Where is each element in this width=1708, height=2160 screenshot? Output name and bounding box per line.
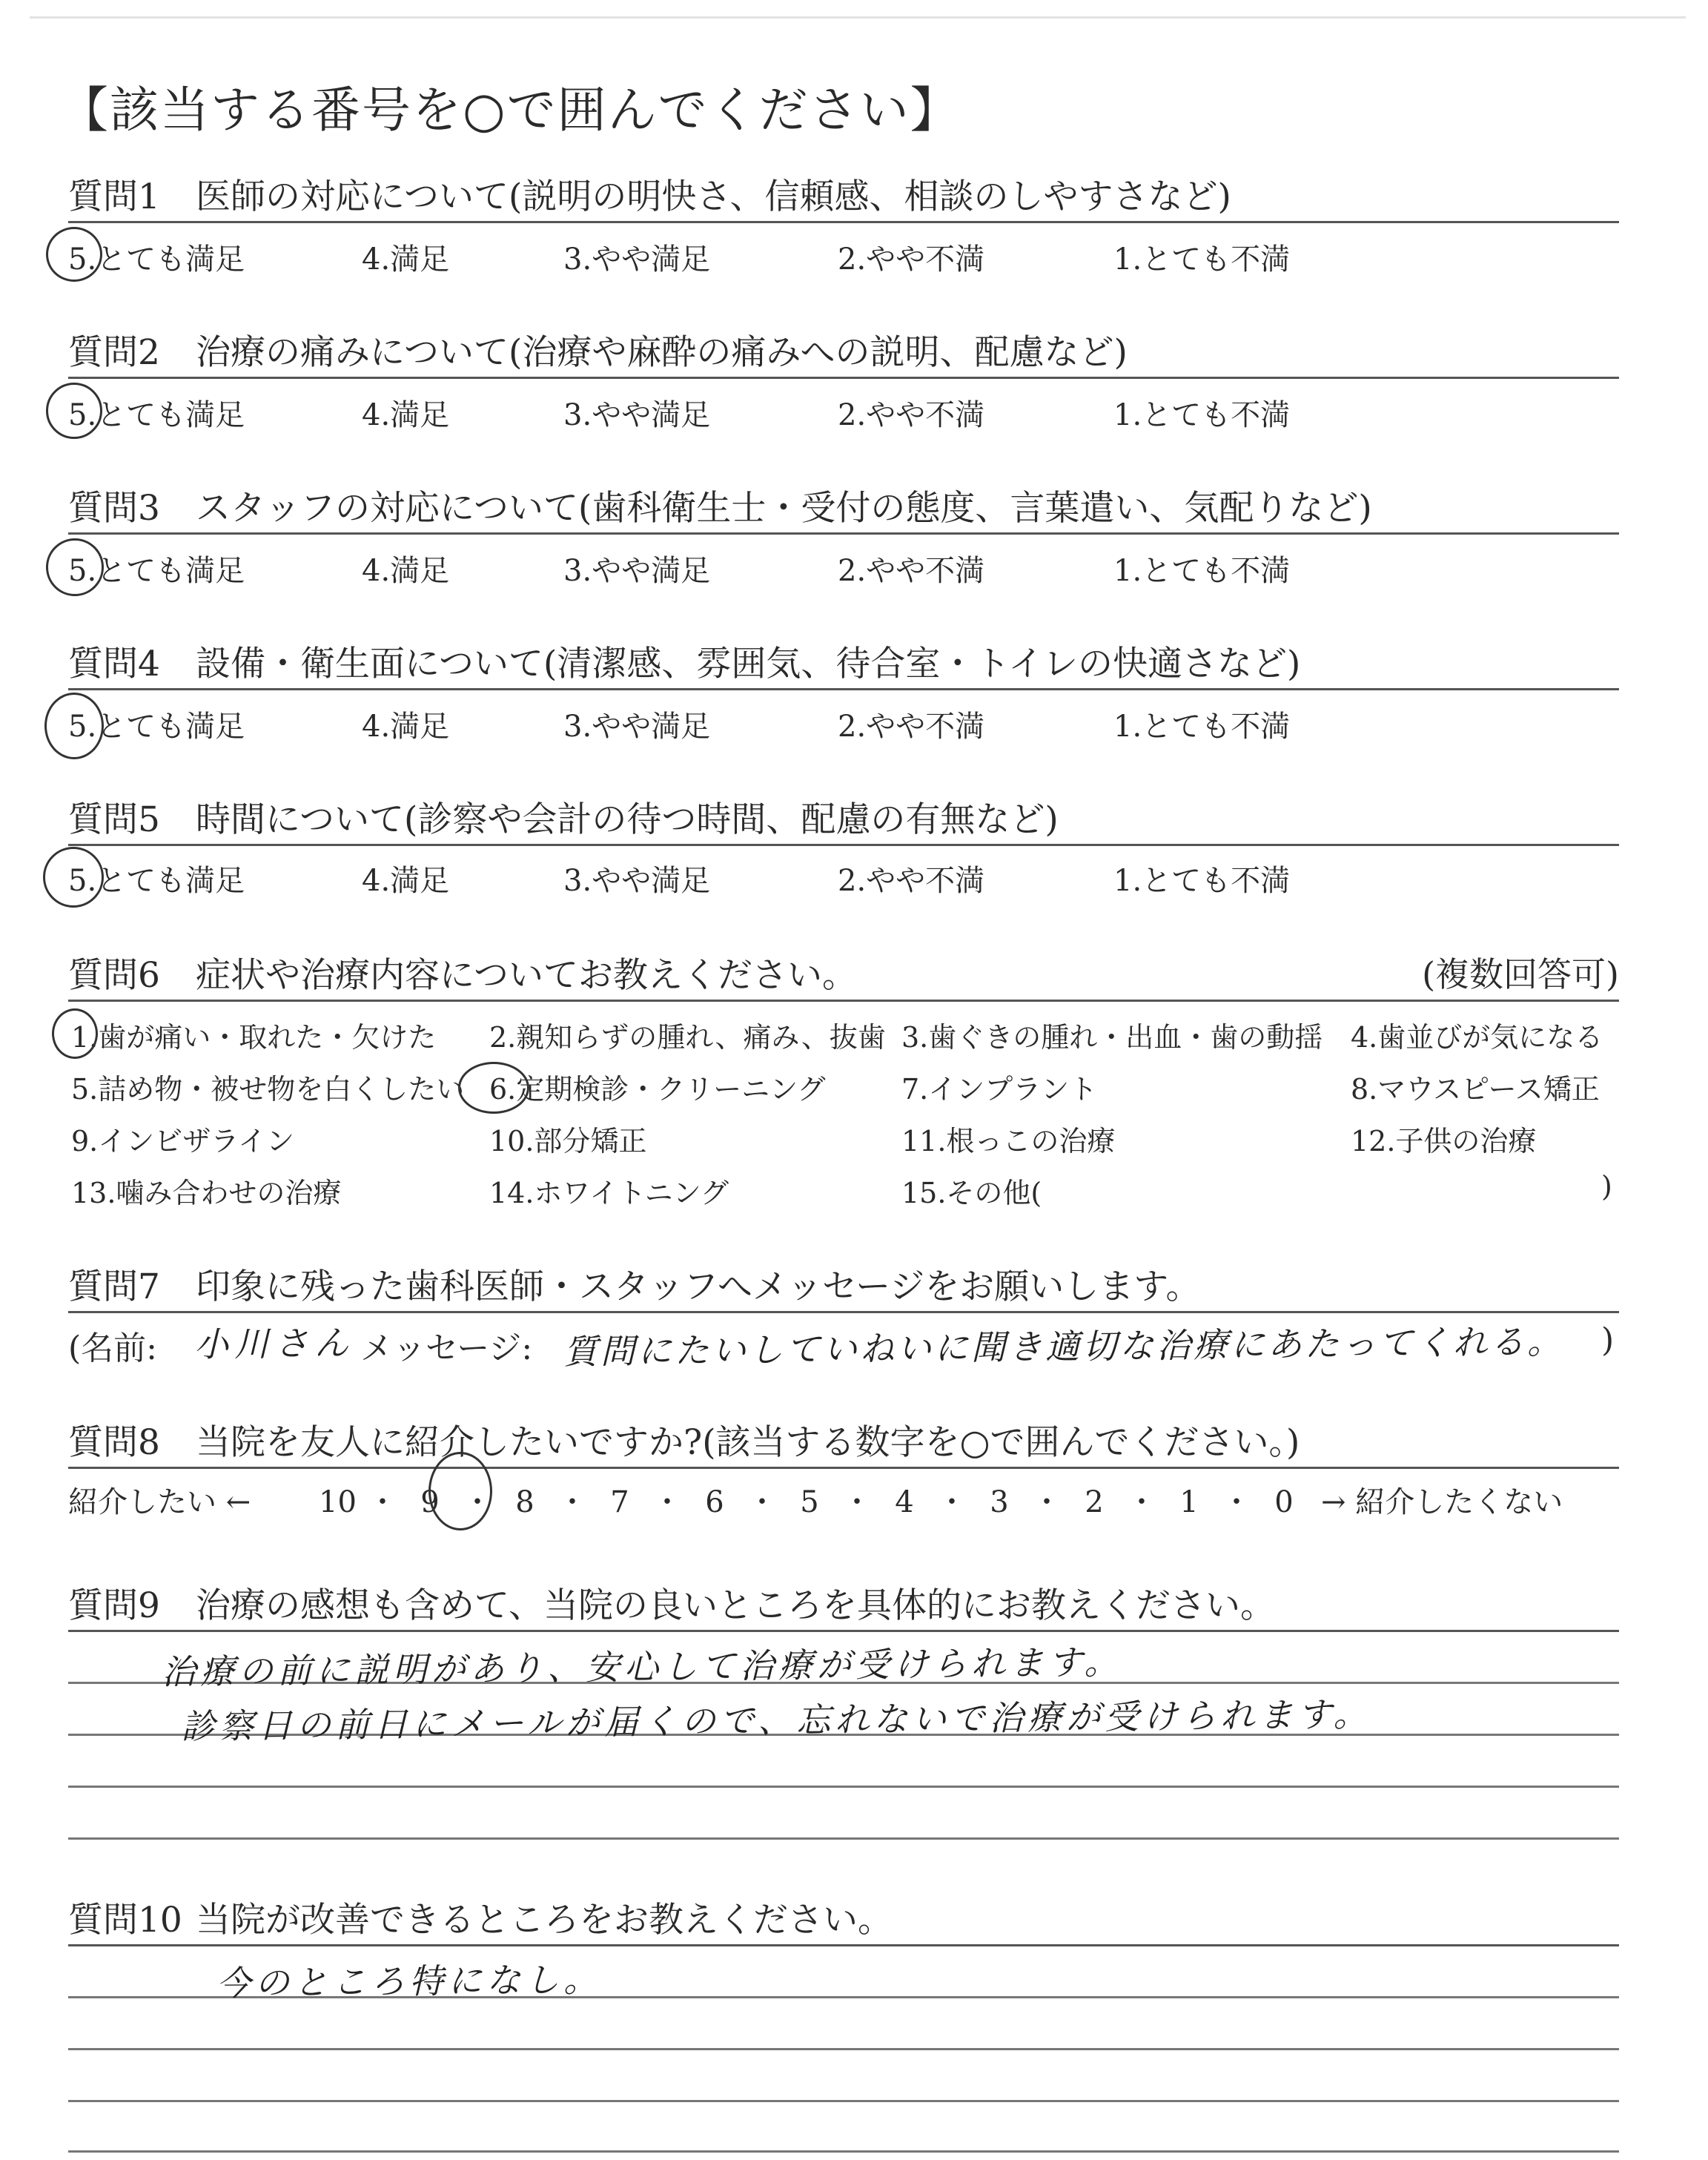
divider bbox=[68, 1467, 1619, 1469]
divider bbox=[68, 221, 1619, 223]
divider bbox=[68, 688, 1619, 690]
question-text: 治療の痛みについて(治療や麻酔の痛みへの説明、配慮など) bbox=[196, 332, 1128, 373]
symptom-option[interactable]: 5.詰め物・被せ物を白くしたい bbox=[71, 1073, 465, 1106]
option-1[interactable]: 1.とても不満 bbox=[1113, 242, 1291, 277]
divider bbox=[68, 1630, 1619, 1632]
scale-separator: ・ bbox=[747, 1485, 777, 1519]
other-close-paren: ) bbox=[1601, 1170, 1612, 1203]
form-instruction-header: 【該当する番号を○で囲んでください】 bbox=[59, 82, 961, 139]
option-4[interactable]: 4.満足 bbox=[362, 554, 450, 588]
divider bbox=[68, 1000, 1619, 1002]
name-handwritten[interactable]: 小川さん bbox=[193, 1322, 355, 1365]
message-handwritten[interactable]: 質問にたいしていねいに聞き適切な治療にあたってくれる。 bbox=[563, 1321, 1565, 1373]
symptom-option[interactable]: 14.ホワイトニング bbox=[489, 1177, 729, 1209]
scale-separator: ・ bbox=[463, 1485, 492, 1519]
answer-handwritten[interactable]: 治療の前に説明があり、安心して治療が受けられます。 bbox=[161, 1642, 1123, 1692]
scale-left-label: 紹介したい ← bbox=[68, 1485, 251, 1519]
option-2[interactable]: 2.やや不満 bbox=[838, 242, 985, 277]
symptom-option[interactable]: 8.マウスピース矯正 bbox=[1351, 1073, 1600, 1106]
question-number: 質問3 bbox=[68, 488, 160, 529]
option-2[interactable]: 2.やや不満 bbox=[838, 398, 985, 432]
question-text: 当院を友人に紹介したいですか?(該当する数字を○で囲んでください。) bbox=[196, 1422, 1300, 1463]
option-5[interactable]: 5.とても満足 bbox=[68, 864, 245, 898]
scale-separator: ・ bbox=[842, 1485, 872, 1519]
selection-circle bbox=[43, 847, 104, 908]
question-number: 質問8 bbox=[68, 1422, 160, 1463]
option-3[interactable]: 3.やや満足 bbox=[563, 710, 711, 744]
selection-circle bbox=[46, 227, 102, 282]
option-5[interactable]: 5.とても満足 bbox=[68, 398, 245, 432]
question-number: 質問2 bbox=[68, 332, 160, 373]
option-1[interactable]: 1.とても不満 bbox=[1113, 864, 1291, 898]
question-number: 質問9 bbox=[68, 1585, 160, 1626]
scale-1[interactable]: 1 bbox=[1179, 1485, 1199, 1519]
option-3[interactable]: 3.やや満足 bbox=[563, 554, 711, 588]
option-3[interactable]: 3.やや満足 bbox=[563, 242, 711, 277]
symptom-option[interactable]: 6.定期検診・クリーニング bbox=[489, 1073, 826, 1106]
divider bbox=[68, 844, 1619, 846]
symptom-option[interactable]: 2.親知らずの腫れ、痛み、抜歯 bbox=[489, 1021, 886, 1054]
scale-9[interactable]: 9 bbox=[420, 1485, 440, 1519]
question-number: 質問1 bbox=[68, 176, 160, 217]
option-2[interactable]: 2.やや不満 bbox=[838, 710, 985, 744]
selection-circle bbox=[52, 1008, 98, 1059]
divider bbox=[68, 1311, 1619, 1313]
symptom-option[interactable]: 4.歯並びが気になる bbox=[1351, 1021, 1603, 1054]
scale-separator: ・ bbox=[1127, 1485, 1156, 1519]
selection-circle bbox=[46, 383, 102, 439]
option-1[interactable]: 1.とても不満 bbox=[1113, 710, 1291, 744]
scale-separator: ・ bbox=[368, 1485, 397, 1519]
name-label: (名前: bbox=[68, 1330, 157, 1367]
scale-0[interactable]: 0 bbox=[1274, 1485, 1294, 1519]
selection-circle bbox=[458, 1062, 529, 1114]
scale-5[interactable]: 5 bbox=[800, 1485, 819, 1519]
scale-3[interactable]: 3 bbox=[990, 1485, 1009, 1519]
question-number: 質問7 bbox=[68, 1266, 160, 1307]
recommend-scale bbox=[68, 1479, 1563, 1521]
option-4[interactable]: 4.満足 bbox=[362, 242, 450, 277]
scan-top-edge bbox=[0, 0, 1708, 30]
option-3[interactable]: 3.やや満足 bbox=[563, 398, 711, 432]
symptom-option[interactable]: 3.歯ぐきの腫れ・出血・歯の動揺 bbox=[901, 1021, 1323, 1054]
scale-separator: ・ bbox=[1222, 1485, 1251, 1519]
scale-separator: ・ bbox=[652, 1485, 682, 1519]
scale-10[interactable]: 10 bbox=[319, 1485, 357, 1519]
divider bbox=[68, 1944, 1619, 1946]
symptom-option[interactable]: 10.部分矯正 bbox=[489, 1125, 647, 1157]
selection-circle bbox=[428, 1452, 492, 1530]
question-text: 症状や治療内容についてお教えください。 bbox=[196, 955, 858, 996]
answer-line bbox=[68, 1837, 1619, 1840]
scale-separator: ・ bbox=[1032, 1485, 1062, 1519]
option-5[interactable]: 5.とても満足 bbox=[68, 554, 245, 588]
question-text: 時間について(診察や会計の待つ時間、配慮の有無など) bbox=[196, 799, 1059, 840]
option-1[interactable]: 1.とても不満 bbox=[1113, 554, 1291, 588]
answer-line bbox=[68, 2100, 1619, 2102]
scale-4[interactable]: 4 bbox=[895, 1485, 914, 1519]
question-text: 当院が改善できるところをお教えください。 bbox=[196, 1900, 893, 1941]
selection-circle bbox=[46, 538, 104, 596]
scale-separator: ・ bbox=[937, 1485, 967, 1519]
question-number: 質問5 bbox=[68, 799, 160, 840]
scale-8[interactable]: 8 bbox=[515, 1485, 534, 1519]
symptom-option[interactable]: 1.歯が痛い・取れた・欠けた bbox=[71, 1021, 437, 1054]
message-label: メッセージ: bbox=[360, 1330, 533, 1367]
answer-handwritten[interactable]: 診察日の前日にメールが届くので、忘れないで治療が受けられます。 bbox=[180, 1694, 1372, 1747]
question-text: 医師の対応について(説明の明快さ、信頼感、相談のしやすさなど) bbox=[196, 176, 1231, 217]
symptom-option[interactable]: 9.インビザライン bbox=[71, 1125, 295, 1157]
scale-7[interactable]: 7 bbox=[610, 1485, 629, 1519]
question-text: スタッフの対応について(歯科衛生士・受付の態度、言葉遣い、気配りなど) bbox=[196, 488, 1372, 529]
answer-handwritten[interactable]: 今のところ特になし。 bbox=[216, 1959, 603, 2004]
symptom-option[interactable]: 13.噛み合わせの治療 bbox=[71, 1177, 342, 1209]
selection-circle bbox=[44, 693, 104, 759]
divider bbox=[68, 532, 1619, 535]
option-5[interactable]: 5.とても満足 bbox=[68, 242, 245, 277]
scale-right-label: → 紹介したくない bbox=[1321, 1485, 1563, 1519]
symptom-option[interactable]: 15.その他( bbox=[901, 1177, 1042, 1209]
scale-6[interactable]: 6 bbox=[705, 1485, 724, 1519]
message-close-paren: ) bbox=[1601, 1321, 1615, 1359]
question-text: 印象に残った歯科医師・スタッフへメッセージをお願いします。 bbox=[196, 1266, 1201, 1307]
symptom-option[interactable]: 12.子供の治療 bbox=[1351, 1125, 1537, 1157]
answer-line bbox=[68, 2048, 1619, 2050]
question-number: 質問4 bbox=[68, 644, 160, 684]
option-2[interactable]: 2.やや不満 bbox=[838, 864, 985, 898]
question-text: 設備・衛生面について(清潔感、雰囲気、待合室・トイレの快適さなど) bbox=[196, 644, 1301, 684]
symptom-option[interactable]: 11.根っこの治療 bbox=[901, 1125, 1116, 1157]
answer-line bbox=[68, 1786, 1619, 1788]
question-text: 治療の感想も含めて、当院の良いところを具体的にお教えください。 bbox=[196, 1585, 1276, 1626]
answer-line bbox=[68, 2150, 1619, 2153]
scale-2[interactable]: 2 bbox=[1085, 1485, 1104, 1519]
multiple-answers-note: (複数回答可) bbox=[1422, 954, 1619, 994]
divider bbox=[68, 377, 1619, 379]
option-1[interactable]: 1.とても不満 bbox=[1113, 398, 1291, 432]
option-4[interactable]: 4.満足 bbox=[362, 398, 450, 432]
scale-separator: ・ bbox=[557, 1485, 587, 1519]
option-5[interactable]: 5.とても満足 bbox=[68, 710, 245, 744]
option-2[interactable]: 2.やや不満 bbox=[838, 554, 985, 588]
option-4[interactable]: 4.満足 bbox=[362, 710, 450, 744]
question-number: 質問6 bbox=[68, 955, 160, 996]
question-number: 質問10 bbox=[68, 1900, 182, 1941]
option-3[interactable]: 3.やや満足 bbox=[563, 864, 711, 898]
option-4[interactable]: 4.満足 bbox=[362, 864, 450, 898]
symptom-option[interactable]: 7.インプラント bbox=[901, 1073, 1098, 1106]
